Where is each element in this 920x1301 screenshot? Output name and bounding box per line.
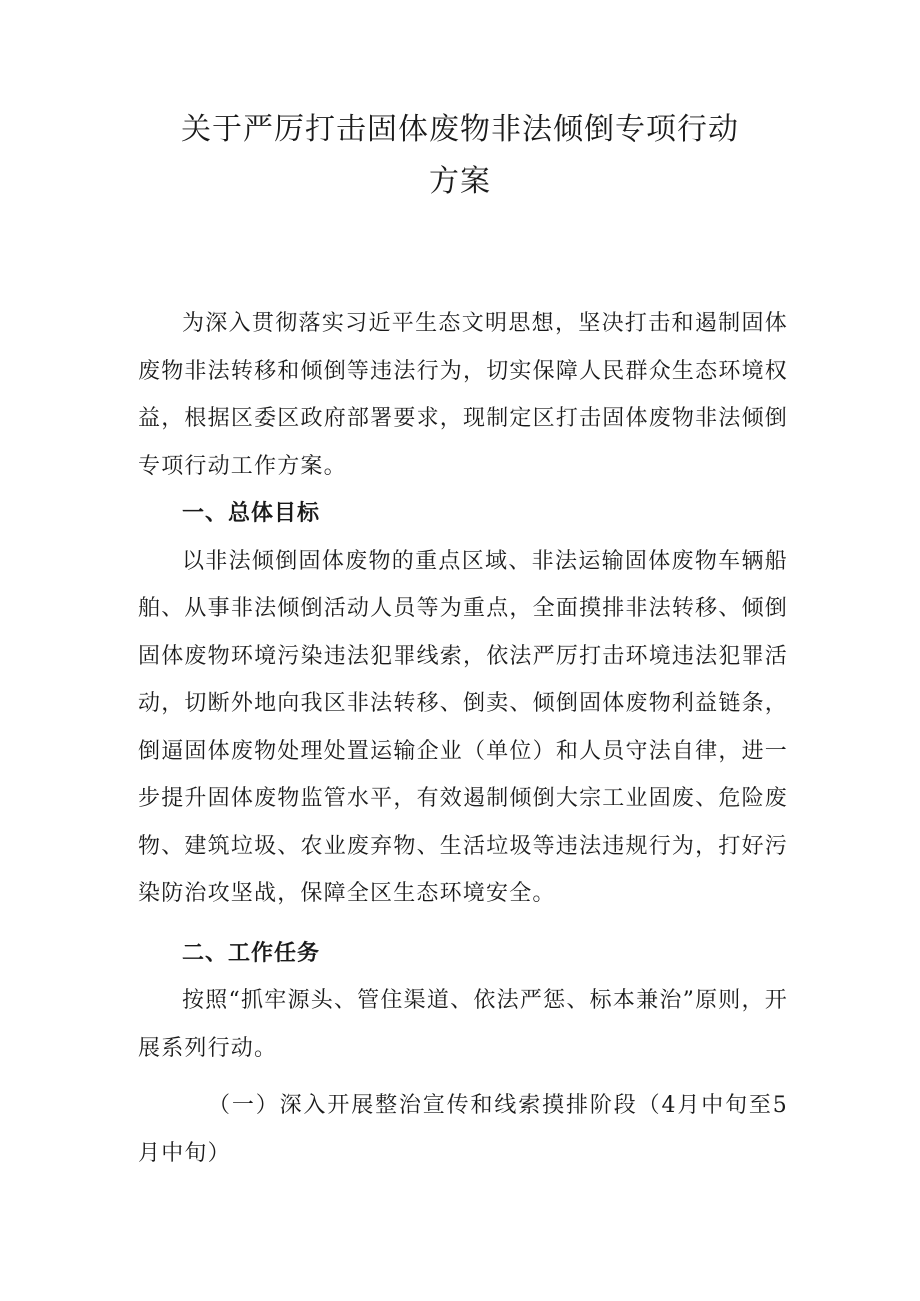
document-body [138, 300, 788, 1177]
section-heading-work-tasks: 二、工作任务 [182, 940, 321, 966]
section-heading-overall-goal: 一、总体目标 [182, 501, 321, 526]
subsection-heading-1: （一）深入开展整治宣传和线索摸排阶段（4月中旬至5月中旬） [138, 1093, 788, 1166]
overall-goal-paragraph: 以非法倾倒固体废物的重点区域、非法运输固体废物车辆船舶、从事非法倾倒活动人员等为重点，全面摸排非法转移、倾倒固体废物环境污染违法犯罪线索，依法严厉打击环境违法犯罪活动，切断外地向我区非法转移、倒卖、倾倒固体废物利益链条，倒逼固体废物处理处置运输企业（单位）和人员守法自律，进一步提升固体废物监管水平，有效遏制倾倒大宗工业固废、危险废物、建筑垃圾、农业废弃物、生活垃圾等违法违规行为，打好污染防治攻坚战，保障全区生态环境安全。 [138, 548, 788, 906]
document-title-line-1: 关于严厉打击固体废物非法倾倒专项行动 [181, 112, 739, 147]
intro-paragraph: 为深入贯彻落实习近平生态文明思想，坚决打击和遏制固体废物非法转移和倾倒等违法行为，切实保障人民群众生态环境权益，根据区委区政府部署要求，现制定区打击固体废物非法倾倒专项行动工作方案。 [138, 311, 788, 479]
work-tasks-paragraph: 按照“抓牢源头、管住渠道、依法严惩、标本兼治”原则，开展系列行动。 [138, 988, 788, 1061]
document-title-line-2: 方案 [429, 164, 491, 199]
